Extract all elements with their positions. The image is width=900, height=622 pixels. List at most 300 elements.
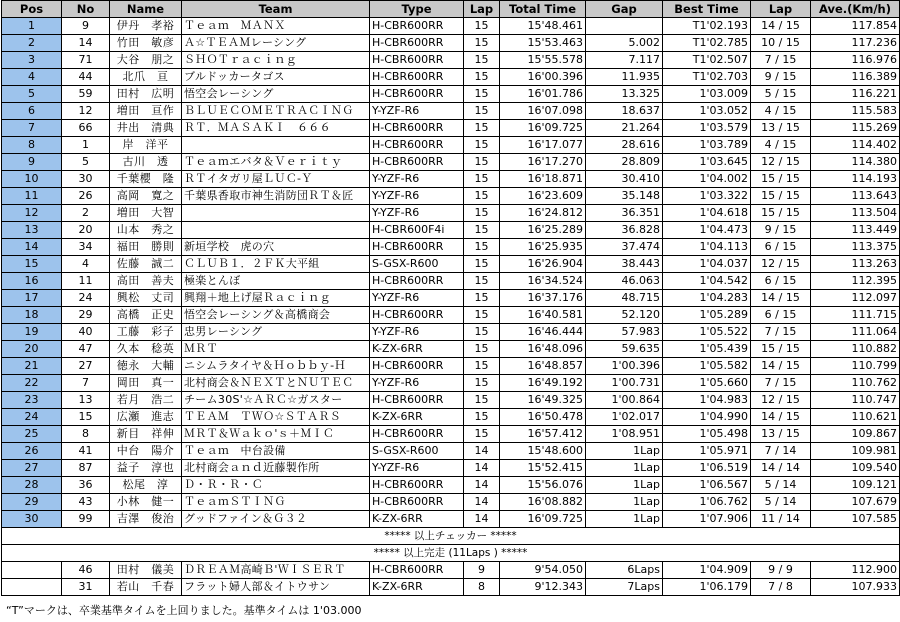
table-cell: 22 (2, 375, 62, 392)
table-cell: 15 / 15 (751, 188, 811, 205)
table-cell: 16'00.396 (500, 69, 586, 86)
table-cell: 46.063 (586, 273, 663, 290)
table-cell: 29 (62, 307, 110, 324)
table-cell: ＴＥＡＭ ＴＷＯ☆ＳＴＡＲＳ (182, 409, 370, 426)
table-cell: H-CBR600F4i (370, 222, 464, 239)
table-cell: 23 (2, 392, 62, 409)
table-cell: T1'02.785 (663, 35, 751, 52)
table-cell: K-ZX-6RR (370, 511, 464, 528)
column-header: Type (370, 1, 464, 18)
table-cell: T1'02.703 (663, 69, 751, 86)
table-cell: 110.762 (811, 375, 900, 392)
table-cell: 110.799 (811, 358, 900, 375)
table-cell: 15 (464, 188, 500, 205)
table-cell: 15 (464, 256, 500, 273)
table-cell: 9 (2, 154, 62, 171)
table-row (2, 120, 900, 137)
table-cell (182, 205, 370, 222)
table-cell: 7 / 15 (751, 52, 811, 69)
table-cell: 14 / 15 (751, 358, 811, 375)
table-cell: 高田 善夫 (110, 273, 182, 290)
table-cell: 46 (62, 562, 110, 579)
table-cell: 117.854 (811, 18, 900, 35)
table-cell: 29 (2, 494, 62, 511)
table-cell: 26 (62, 188, 110, 205)
table-row (2, 18, 900, 35)
table-cell: 若月 浩二 (110, 392, 182, 409)
table-cell: 井出 清典 (110, 120, 182, 137)
table-cell: K-ZX-6RR (370, 341, 464, 358)
table-cell: 12 / 15 (751, 154, 811, 171)
table-cell: 1'04.113 (663, 239, 751, 256)
table-cell: 工藤 彩子 (110, 324, 182, 341)
table-cell: 1'03.322 (663, 188, 751, 205)
table-cell: 1Lap (586, 443, 663, 460)
table-cell: 14 (464, 443, 500, 460)
table-cell: 15 (464, 137, 500, 154)
table-cell: 18 (2, 307, 62, 324)
table-cell: 28 (2, 477, 62, 494)
table-cell: 1'02.017 (586, 409, 663, 426)
table-cell: 16'40.581 (500, 307, 586, 324)
table-cell: 4 / 15 (751, 137, 811, 154)
footnote: “T”マークは、卒業基準タイムを上回りました。基準タイムは 1'03.000 (6, 604, 362, 617)
table-cell: ブルドッカータゴス (182, 69, 370, 86)
table-cell: 1'05.439 (663, 341, 751, 358)
table-cell: ＣＬＵＢ１．２ＦＫ大平組 (182, 256, 370, 273)
table-row (2, 222, 900, 239)
table-cell: 15 (62, 409, 110, 426)
table-cell: 109.540 (811, 460, 900, 477)
table-cell: 4 (2, 69, 62, 86)
table-cell: グッドファイン＆Ｇ３２ (182, 511, 370, 528)
table-cell: 1'07.906 (663, 511, 751, 528)
table-cell: Ａ☆ＴＥＡＭレーシング (182, 35, 370, 52)
table-cell: 16'48.857 (500, 358, 586, 375)
table-cell: Y-YZF-R6 (370, 188, 464, 205)
table-cell: Ｔｅａｍエバタ＆Ｖｅｒｉｔｙ (182, 154, 370, 171)
table-cell: 14 / 14 (751, 460, 811, 477)
table-cell: 10 (2, 171, 62, 188)
table-cell: 15'48.461 (500, 18, 586, 35)
table-cell: 松尾 淳 (110, 477, 182, 494)
table-cell: 109.867 (811, 426, 900, 443)
table-cell: 7 / 8 (751, 579, 811, 596)
table-cell: Y-YZF-R6 (370, 205, 464, 222)
table-cell: 竹田 敏彦 (110, 35, 182, 52)
table-cell: 87 (62, 460, 110, 477)
table-cell: 13 / 15 (751, 426, 811, 443)
table-cell: 1'08.951 (586, 426, 663, 443)
table-cell: 116.221 (811, 86, 900, 103)
table-cell: H-CBR600RR (370, 562, 464, 579)
table-cell: 1'00.864 (586, 392, 663, 409)
table-cell: 7 / 15 (751, 375, 811, 392)
table-cell: 20 (62, 222, 110, 239)
table-cell: 31 (62, 579, 110, 596)
table-cell: 徳永 大輔 (110, 358, 182, 375)
table-cell: 15 (464, 273, 500, 290)
table-cell: 110.621 (811, 409, 900, 426)
table-cell: 1'03.579 (663, 120, 751, 137)
table-cell: H-CBR600RR (370, 239, 464, 256)
table-cell: H-CBR600RR (370, 392, 464, 409)
table-cell: 12 / 15 (751, 392, 811, 409)
table-cell: H-CBR600RR (370, 120, 464, 137)
table-cell: 110.747 (811, 392, 900, 409)
table-cell: 新垣学校 虎の穴 (182, 239, 370, 256)
table-cell: H-CBR600RR (370, 69, 464, 86)
table-cell: 116.389 (811, 69, 900, 86)
table-cell: 11 / 14 (751, 511, 811, 528)
table-cell: H-CBR600RR (370, 137, 464, 154)
table-cell: 15 / 15 (751, 171, 811, 188)
table-cell: 14 (464, 494, 500, 511)
table-cell: 20 (2, 341, 62, 358)
table-cell: 15 (464, 86, 500, 103)
table-cell: 15 (464, 35, 500, 52)
table-cell: 1'04.990 (663, 409, 751, 426)
table-cell: 107.679 (811, 494, 900, 511)
table-cell: 16'18.871 (500, 171, 586, 188)
table-cell: 8 (464, 579, 500, 596)
table-cell: 1'04.473 (663, 222, 751, 239)
table-cell: 15'48.600 (500, 443, 586, 460)
table-row (2, 324, 900, 341)
table-cell: 1Lap (586, 460, 663, 477)
table-cell: S-GSX-R600 (370, 443, 464, 460)
table-cell: 田村 儀美 (110, 562, 182, 579)
table-cell: 48.715 (586, 290, 663, 307)
table-cell: 16'17.270 (500, 154, 586, 171)
table-row (2, 103, 900, 120)
table-row (2, 409, 900, 426)
table-cell: 36.351 (586, 205, 663, 222)
table-cell: 99 (62, 511, 110, 528)
table-cell: 30 (2, 511, 62, 528)
table-cell: 16'01.786 (500, 86, 586, 103)
table-cell: 27 (2, 460, 62, 477)
table-cell: 16'25.935 (500, 239, 586, 256)
table-cell: 16'49.192 (500, 375, 586, 392)
table-cell: H-CBR600RR (370, 426, 464, 443)
table-cell: H-CBR600RR (370, 477, 464, 494)
table-cell: 大谷 朋之 (110, 52, 182, 69)
column-header: Total Time (500, 1, 586, 18)
table-row (2, 443, 900, 460)
table-cell: 14 / 15 (751, 409, 811, 426)
table-cell: 15 / 15 (751, 341, 811, 358)
table-cell: 113.375 (811, 239, 900, 256)
table-cell: 44 (62, 69, 110, 86)
table-row (2, 290, 900, 307)
table-cell: H-CBR600RR (370, 358, 464, 375)
table-cell: 悟空会レーシング＆高橋商会 (182, 307, 370, 324)
table-cell: 15 (464, 205, 500, 222)
table-cell: 112.395 (811, 273, 900, 290)
table-cell: 高岡 寛之 (110, 188, 182, 205)
table-row (2, 35, 900, 52)
table-cell: 15 (464, 222, 500, 239)
separator-row (2, 545, 900, 562)
table-cell: K-ZX-6RR (370, 579, 464, 596)
table-cell: 16'25.289 (500, 222, 586, 239)
table-cell: 7 / 14 (751, 443, 811, 460)
table-row (2, 579, 900, 596)
table-cell: H-CBR600RR (370, 35, 464, 52)
table-cell: 1'05.522 (663, 324, 751, 341)
table-cell: 12 / 15 (751, 256, 811, 273)
table-cell: 16 (2, 273, 62, 290)
table-cell: 107.585 (811, 511, 900, 528)
table-cell: H-CBR600RR (370, 273, 464, 290)
table-cell: 1Lap (586, 511, 663, 528)
table-cell: Y-YZF-R6 (370, 171, 464, 188)
table-cell: 15 (464, 171, 500, 188)
table-cell: 59.635 (586, 341, 663, 358)
table-cell: 57.983 (586, 324, 663, 341)
table-cell: 9'12.343 (500, 579, 586, 596)
table-cell: 16'23.609 (500, 188, 586, 205)
table-cell: 14 (464, 460, 500, 477)
table-cell: 114.193 (811, 171, 900, 188)
table-cell: T1'02.193 (663, 18, 751, 35)
table-cell: 16'37.176 (500, 290, 586, 307)
table-cell: 14 (62, 35, 110, 52)
table-cell: 1 (62, 137, 110, 154)
table-cell: 14 (464, 511, 500, 528)
table-cell: 6Laps (586, 562, 663, 579)
table-cell: 14 (2, 239, 62, 256)
table-cell: 北村商会ａｎｄ近藤製作所 (182, 460, 370, 477)
table-row (2, 205, 900, 222)
table-cell: 12 (62, 103, 110, 120)
table-cell (586, 18, 663, 35)
table-cell: 1'05.971 (663, 443, 751, 460)
table-cell: 古川 透 (110, 154, 182, 171)
table-cell: 7 / 15 (751, 324, 811, 341)
table-cell: 115.269 (811, 120, 900, 137)
table-cell: 36 (62, 477, 110, 494)
table-cell: 興翔＋地上げ屋Ｒａｃｉｎｇ (182, 290, 370, 307)
table-cell: フラット婦人部＆イトウサン (182, 579, 370, 596)
table-cell: 43 (62, 494, 110, 511)
table-row (2, 171, 900, 188)
table-cell: 15 (464, 307, 500, 324)
table-cell: ＲＴ．ＭＡＳＡＫＩ ６６６ (182, 120, 370, 137)
table-row (2, 460, 900, 477)
table-cell: 1'04.983 (663, 392, 751, 409)
table-cell: 10 / 15 (751, 35, 811, 52)
table-cell: H-CBR600RR (370, 154, 464, 171)
results-table (1, 0, 900, 596)
table-cell: 15 (464, 324, 500, 341)
table-cell: 11 (2, 188, 62, 205)
table-cell: 30 (62, 171, 110, 188)
table-cell: 16'09.725 (500, 120, 586, 137)
table-cell: 25 (2, 426, 62, 443)
column-header: Lap (751, 1, 811, 18)
table-cell: 15 (464, 426, 500, 443)
table-cell: ＴｅａｍＳＴＩＮＧ (182, 494, 370, 511)
table-row (2, 494, 900, 511)
table-row (2, 154, 900, 171)
table-cell: 113.504 (811, 205, 900, 222)
table-cell: Ｔｅａｍ ＭＡＮＸ (182, 18, 370, 35)
table-cell: 7.117 (586, 52, 663, 69)
table-cell: 15'56.076 (500, 477, 586, 494)
table-cell: 益子 淳也 (110, 460, 182, 477)
table-cell: 1Lap (586, 477, 663, 494)
column-header: Lap (464, 1, 500, 18)
table-cell: チーム30S'☆ＡＲＣ☆ガスター (182, 392, 370, 409)
table-cell: Ｔｅａｍ 中台設備 (182, 443, 370, 460)
table-cell: 悟空会レーシング (182, 86, 370, 103)
table-cell: 112.097 (811, 290, 900, 307)
table-cell: 1'06.567 (663, 477, 751, 494)
table-cell: 52.120 (586, 307, 663, 324)
table-cell: 6 / 15 (751, 307, 811, 324)
table-cell: H-CBR600RR (370, 52, 464, 69)
table-cell: 110.882 (811, 341, 900, 358)
table-cell: 9 (62, 18, 110, 35)
table-cell: 113.449 (811, 222, 900, 239)
table-row (2, 86, 900, 103)
table-cell: 71 (62, 52, 110, 69)
table-cell: 113.643 (811, 188, 900, 205)
table-row (2, 375, 900, 392)
table-cell: 17 (2, 290, 62, 307)
table-cell: 15 (464, 18, 500, 35)
table-cell: 40 (62, 324, 110, 341)
table-cell: 小林 健一 (110, 494, 182, 511)
table-cell: 26 (2, 443, 62, 460)
table-cell: 1'04.002 (663, 171, 751, 188)
table-cell: 28.809 (586, 154, 663, 171)
table-row (2, 511, 900, 528)
table-cell: 7 (62, 375, 110, 392)
table-cell: 増田 大智 (110, 205, 182, 222)
table-cell: 15 (464, 239, 500, 256)
table-cell: 千葉櫻 隆 (110, 171, 182, 188)
table-cell: Y-YZF-R6 (370, 103, 464, 120)
separator-row (2, 528, 900, 545)
table-cell: 1'04.618 (663, 205, 751, 222)
table-cell: 15 (464, 290, 500, 307)
table-cell: 16'24.812 (500, 205, 586, 222)
table-cell: 1'04.283 (663, 290, 751, 307)
table-cell: 6 (2, 103, 62, 120)
table-cell: S-GSX-R600 (370, 256, 464, 273)
table-row (2, 358, 900, 375)
table-cell: 116.976 (811, 52, 900, 69)
table-cell: 37.474 (586, 239, 663, 256)
table-cell: 35.148 (586, 188, 663, 205)
column-header: Gap (586, 1, 663, 18)
table-cell: 112.900 (811, 562, 900, 579)
table-cell: 14 / 15 (751, 290, 811, 307)
table-cell: ＲＴイタガリ屋ＬＵＣ-Ｙ (182, 171, 370, 188)
table-row (2, 477, 900, 494)
table-cell: 11.935 (586, 69, 663, 86)
table-row (2, 392, 900, 409)
table-cell: 7 (2, 120, 62, 137)
table-row (2, 562, 900, 579)
table-cell: 15 (464, 103, 500, 120)
table-cell: ＭＲＴ (182, 341, 370, 358)
table-cell: 1'05.498 (663, 426, 751, 443)
table-cell: 21.264 (586, 120, 663, 137)
table-cell: 14 (464, 477, 500, 494)
table-cell (2, 579, 62, 596)
table-cell: 1 (2, 18, 62, 35)
table-cell: 24 (2, 409, 62, 426)
table-cell: 114.402 (811, 137, 900, 154)
table-cell: 115.583 (811, 103, 900, 120)
table-cell: 114.380 (811, 154, 900, 171)
table-cell: 1'03.645 (663, 154, 751, 171)
table-row (2, 137, 900, 154)
table-cell: ニシムラタイヤ＆Ｈｏｂｂｙ-Ｈ (182, 358, 370, 375)
table-cell: 5 (2, 86, 62, 103)
table-cell: 2 (2, 35, 62, 52)
table-cell: 111.064 (811, 324, 900, 341)
table-cell: 38.443 (586, 256, 663, 273)
table-cell: 14 / 15 (751, 18, 811, 35)
table-cell: 7Laps (586, 579, 663, 596)
table-cell: 34 (62, 239, 110, 256)
table-cell: 4 (62, 256, 110, 273)
table-cell: 岸 洋平 (110, 137, 182, 154)
table-cell: 1'00.731 (586, 375, 663, 392)
table-cell: K-ZX-6RR (370, 409, 464, 426)
table-cell: 3 (2, 52, 62, 69)
column-header: Name (110, 1, 182, 18)
table-cell: 広瀬 進志 (110, 409, 182, 426)
table-cell: Y-YZF-R6 (370, 460, 464, 477)
table-cell: 113.263 (811, 256, 900, 273)
table-cell: 興松 丈司 (110, 290, 182, 307)
table-row (2, 307, 900, 324)
table-cell: ＤＲＥＡＭ高崎Ｂ'ＷＩＳＥＲＴ (182, 562, 370, 579)
table-cell: 16'26.904 (500, 256, 586, 273)
table-cell: 15 / 15 (751, 205, 811, 222)
table-cell: 1'00.396 (586, 358, 663, 375)
table-cell: 福田 勝則 (110, 239, 182, 256)
table-cell (2, 562, 62, 579)
table-cell: 岡田 真一 (110, 375, 182, 392)
table-cell: H-CBR600RR (370, 494, 464, 511)
table-cell: 15 (464, 409, 500, 426)
table-cell: 1'04.542 (663, 273, 751, 290)
table-row (2, 69, 900, 86)
table-body (2, 18, 900, 596)
table-cell: 109.981 (811, 443, 900, 460)
table-cell: 16'07.098 (500, 103, 586, 120)
table-cell: 36.828 (586, 222, 663, 239)
table-cell: 1'06.179 (663, 579, 751, 596)
table-cell: 109.121 (811, 477, 900, 494)
table-cell: 5 (62, 154, 110, 171)
table-cell: 吉澤 俊治 (110, 511, 182, 528)
table-cell: 田村 広明 (110, 86, 182, 103)
table-cell: 4 / 15 (751, 103, 811, 120)
table-cell (182, 222, 370, 239)
table-cell: 16'08.882 (500, 494, 586, 511)
table-cell: 北村商会＆ＮＥＸＴとＮＵＴＥＣ (182, 375, 370, 392)
table-cell: 1'03.052 (663, 103, 751, 120)
table-cell: 18.637 (586, 103, 663, 120)
